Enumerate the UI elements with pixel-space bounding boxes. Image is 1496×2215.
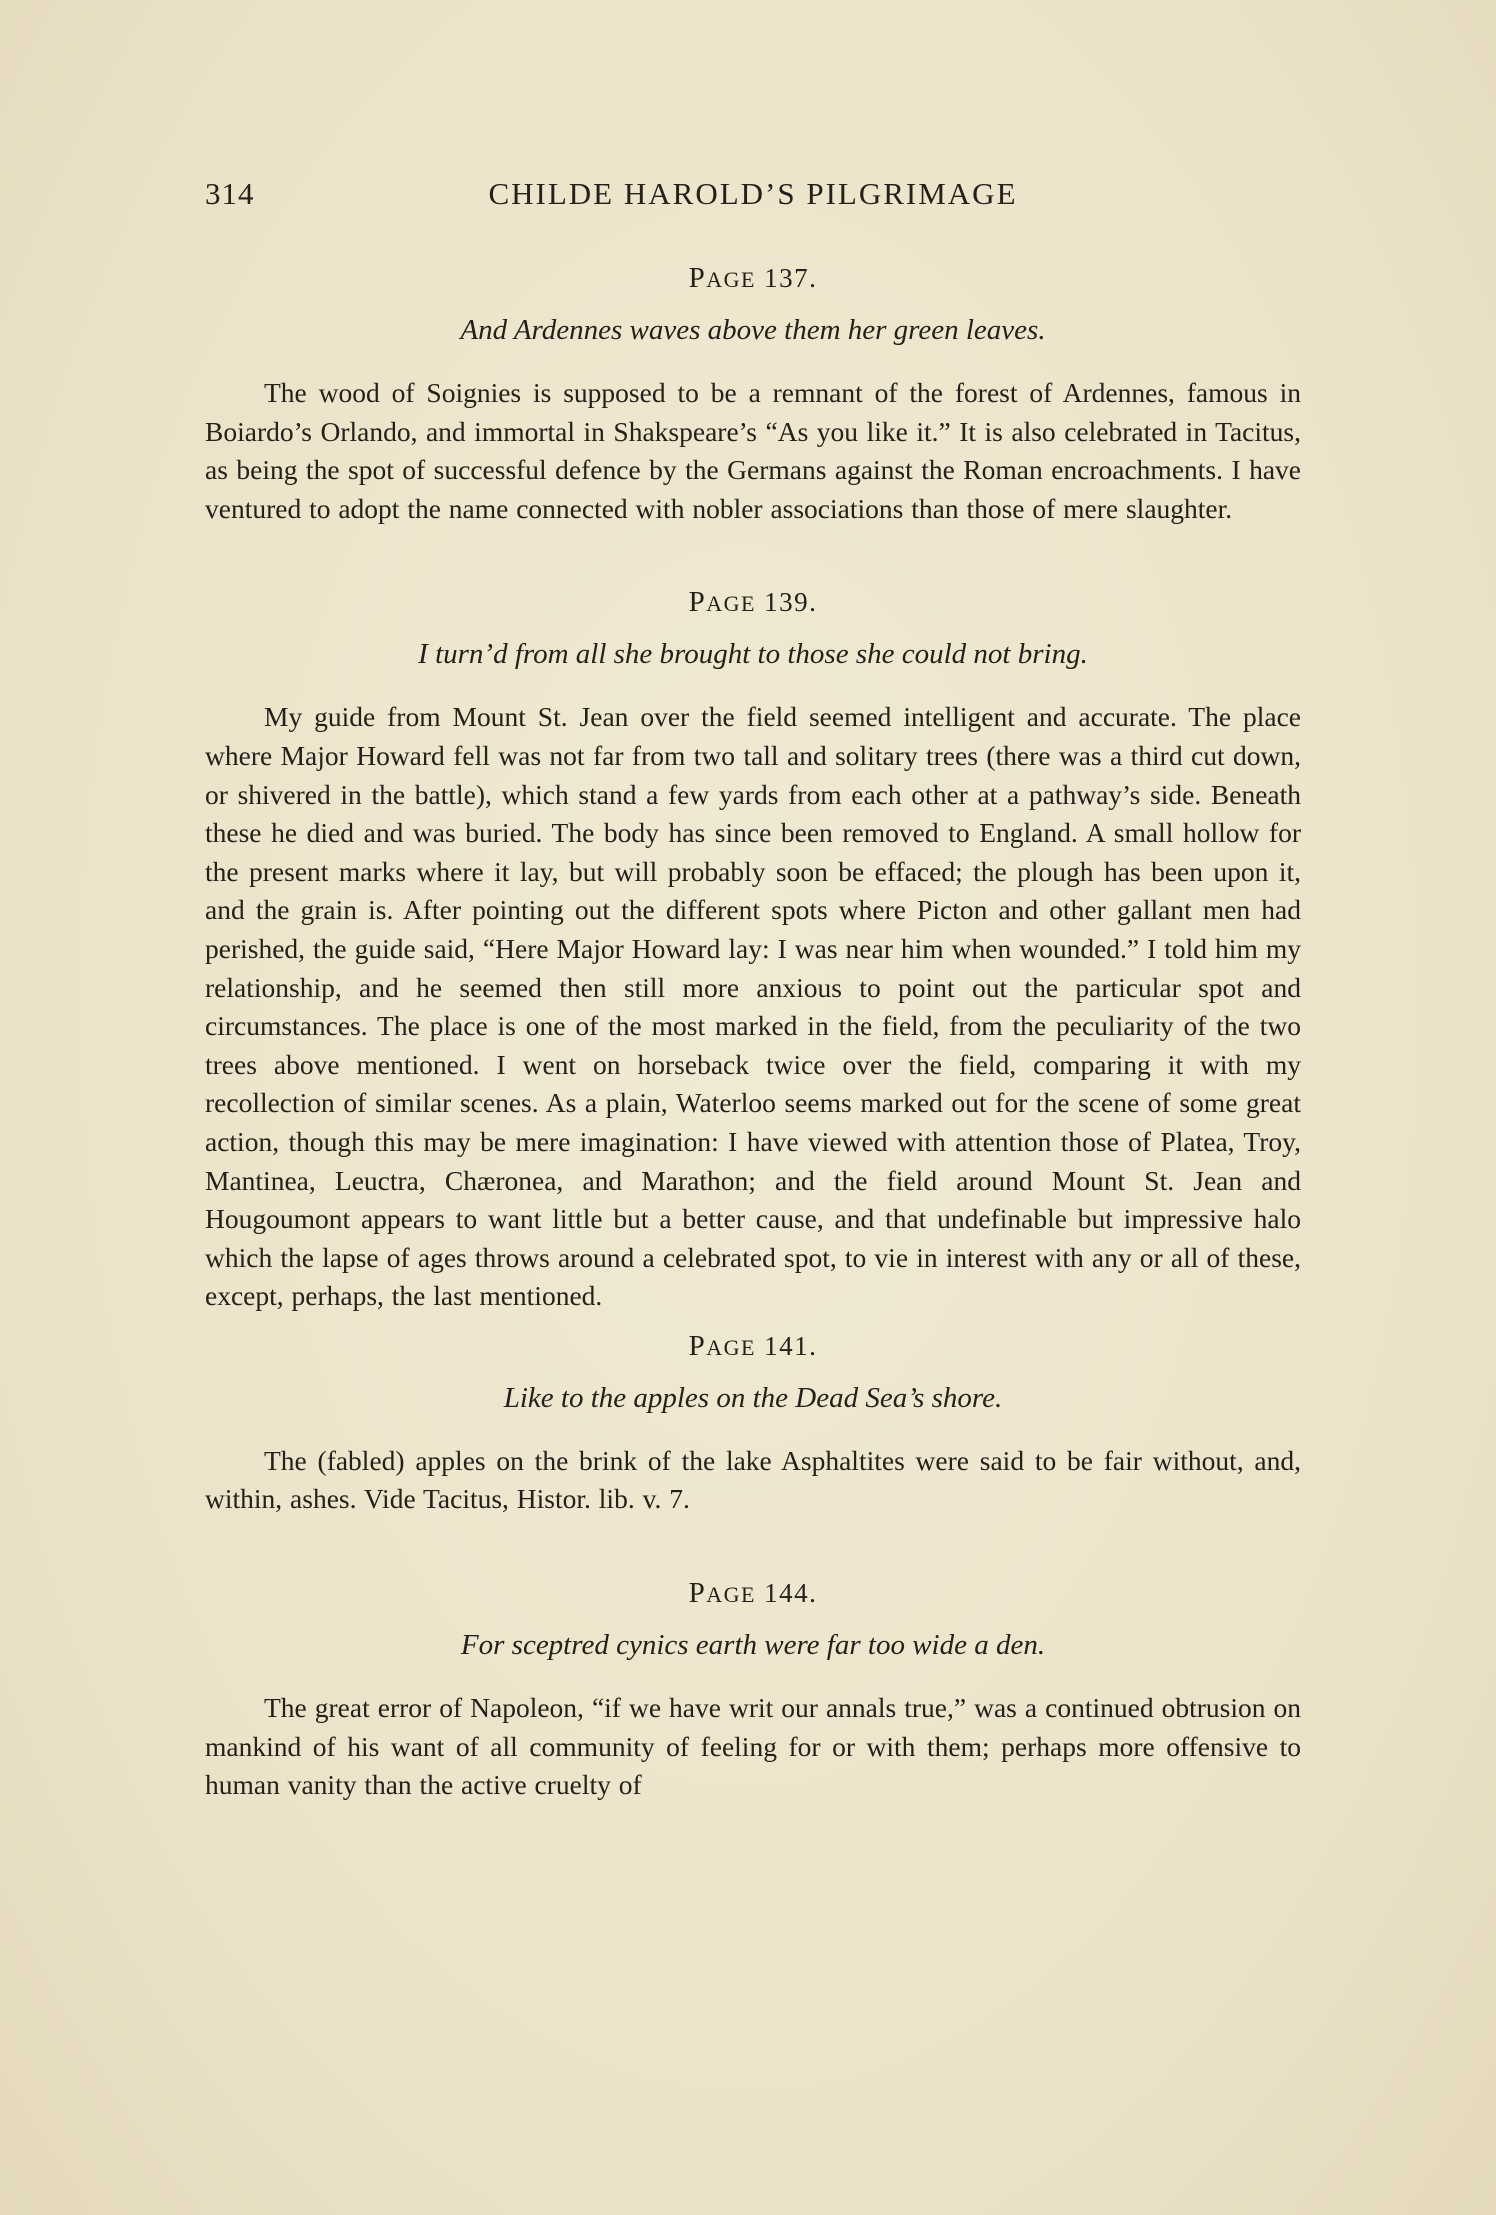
quoted-line: Like to the apples on the Dead Sea’s shore.: [503, 1381, 1003, 1414]
page-number: 314: [205, 176, 255, 211]
quoted-line: For sceptred cynics earth were far too wide a den.: [460, 1629, 1046, 1662]
note-section: [205, 1573, 1301, 1805]
note-paragraph: My guide from Mount St. Jean over the field seemed intelligent and accurate. The place where Major Howard fell was not far from two tall and solitary trees (there was a third cut down, or shivered in the battle), which stand a few yards from each other at a pathway’s side. Beneath these he died and was buried. The body has since been removed to England. A small hollow for the present marks where it lay, but will probably soon be effaced; the plough has been upon it, and the grain is. After pointing out the different spots where Picton and other gallant men had perished, the guide said, “Here Major Howard lay: I was near him when wounded.” I told him my relationship, and he seemed then still more anxious to point out the particular spot and circumstances. The place is one of the most marked in the field, from the peculiarity of the two trees above mentioned. I went on horseback twice over the field, comparing it with my recollection of similar scenes. As a plain, Waterloo seems marked out for the scene of some great action, though this may be mere imagination: I have viewed with attention those of Platea, Troy, Mantinea, Leuctra, Chæronea, and Marathon; and the field around Mount St. Jean and Hougoumont appears to want little but a better cause, and that undefinable but impressive halo which the lapse of ages throws around a celebrated spot, to vie in interest with any or all of these, except, perhaps, the last mentioned.: [205, 701, 1301, 1312]
quoted-line: I turn’d from all she brought to those she could not bring.: [418, 638, 1088, 671]
page-content: [205, 258, 1301, 1805]
note-section: [205, 258, 1301, 528]
running-title: CHILDE HAROLD’S PILGRIMAGE: [488, 176, 1018, 211]
section-heading: PAGE 144.: [688, 1577, 818, 1610]
section-gap: [205, 1519, 1301, 1573]
quoted-line: And Ardennes waves above them her green leaves.: [460, 314, 1046, 346]
note-paragraph: The wood of Soignies is supposed to be a remnant of the forest of Ardennes, famous in Boiardo’s Orlando, and immortal in Shakspeare’s “As you like it.” It is also celebrated in Tacitus, as being the spot of successful defence by the Germans against the Roman encroachments. I have ventured to adopt the name connected with nobler associations than those of mere slaughter.: [205, 377, 1301, 524]
section-heading: PAGE 141.: [688, 1329, 818, 1362]
note-section: [205, 1326, 1301, 1519]
note-paragraph: The great error of Napoleon, “if we have writ our annals true,” was a continued obtrusion on mankind of his want of all community of feeling for or with them; perhaps more offensive to human vanity than the active cruelty of: [205, 1692, 1301, 1801]
note-paragraph: The (fabled) apples on the brink of the lake Asphaltites were said to be fair without, and, within, ashes. Vide Tacitus, Histor. lib. v. 7.: [205, 1444, 1301, 1515]
section-gap: [205, 528, 1301, 582]
section-gap: [205, 1316, 1301, 1326]
note-section: [205, 582, 1301, 1316]
section-heading: PAGE 139.: [688, 586, 818, 619]
section-heading: PAGE 137.: [688, 262, 818, 294]
page-header: [205, 176, 1301, 220]
